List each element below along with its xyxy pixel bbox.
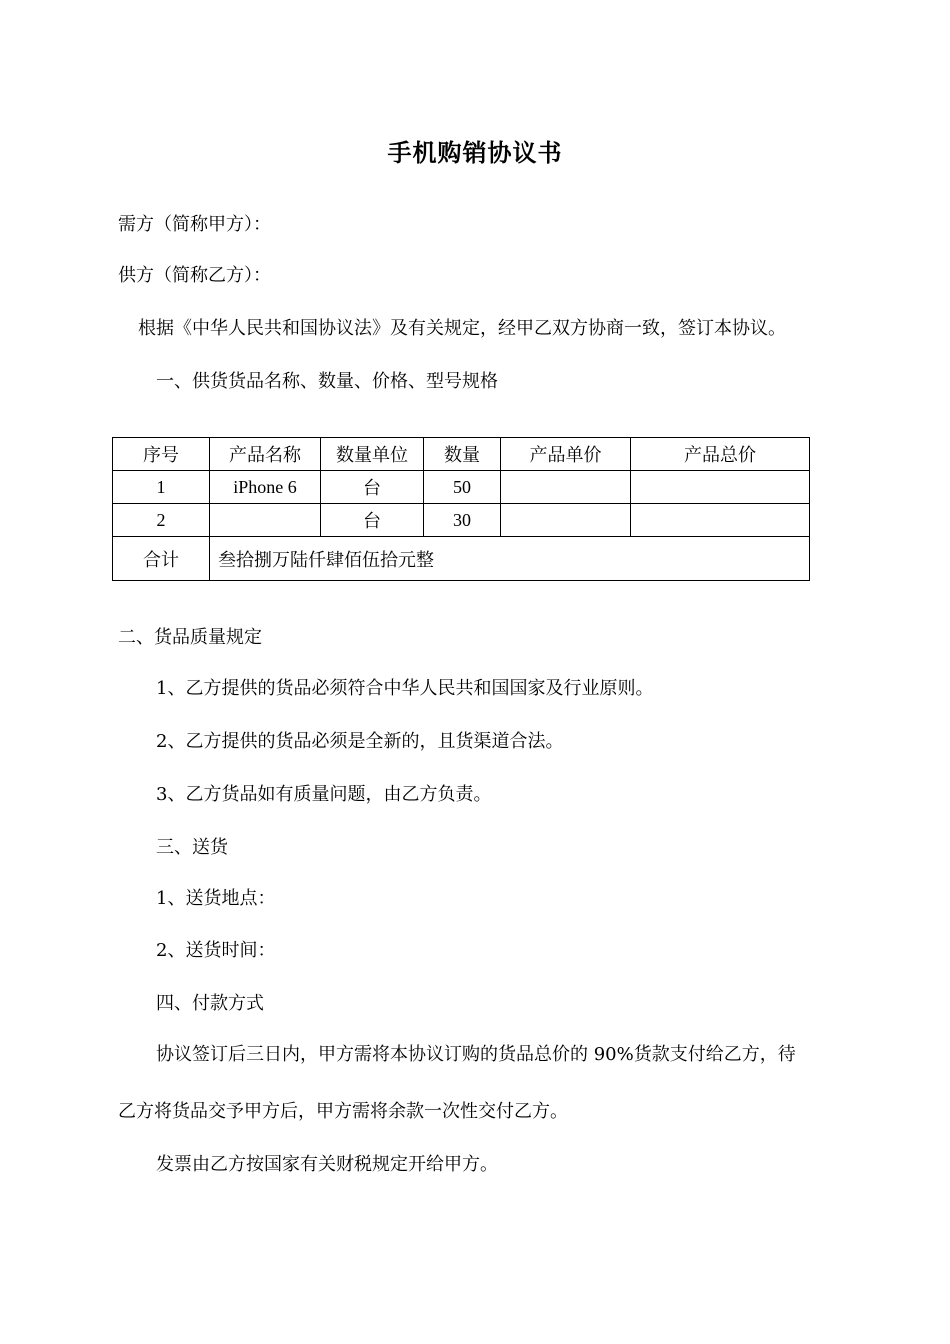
quality-item-2: 2、乙方提供的货品必须是全新的，且货渠道合法。 bbox=[156, 731, 564, 752]
invoice-line: 发票由乙方按国家有关财税规定开给甲方。 bbox=[156, 1154, 498, 1175]
table-cell: iPhone 6 bbox=[210, 471, 321, 504]
table-row bbox=[113, 504, 810, 537]
header-cell: 产品总价 bbox=[631, 438, 810, 471]
quality-item-1: 1、乙方提供的货品必须符合中华人民共和国国家及行业原则。 bbox=[156, 678, 654, 699]
goods-table bbox=[112, 437, 810, 581]
delivery-location: 1、送货地点： bbox=[156, 888, 276, 909]
document-title: 手机购销协议书 bbox=[387, 138, 563, 167]
seller-line: 供方（简称乙方）： bbox=[118, 265, 271, 286]
table-cell: 30 bbox=[424, 504, 501, 537]
payment-line-1: 协议签订后三日内，甲方需将本协议订购的货品总价的 90%货款支付给乙方，待 bbox=[156, 1044, 796, 1065]
table-header-row bbox=[113, 438, 810, 471]
delivery-time: 2、送货时间： bbox=[156, 940, 276, 961]
total-label: 合计 bbox=[113, 537, 210, 581]
header-cell: 数量 bbox=[424, 438, 501, 471]
table-cell bbox=[210, 504, 321, 537]
total-value: 叁拾捌万陆仟肆佰伍拾元整 bbox=[210, 537, 810, 581]
table-cell bbox=[631, 504, 810, 537]
table-cell: 台 bbox=[321, 504, 424, 537]
quality-item-3: 3、乙方货品如有质量问题，由乙方负责。 bbox=[156, 784, 492, 805]
section-4-heading: 四、付款方式 bbox=[156, 993, 264, 1014]
table-row bbox=[113, 471, 810, 504]
table-total-row bbox=[113, 537, 810, 581]
header-cell: 序号 bbox=[113, 438, 210, 471]
section-2-heading: 二、货品质量规定 bbox=[118, 627, 262, 648]
section-3-heading: 三、送货 bbox=[156, 837, 228, 858]
table-cell: 2 bbox=[113, 504, 210, 537]
header-cell: 产品单价 bbox=[501, 438, 631, 471]
section-1-heading: 一、供货货品名称、数量、价格、型号规格 bbox=[156, 371, 498, 392]
header-cell: 数量单位 bbox=[321, 438, 424, 471]
payment-line-2: 乙方将货品交予甲方后，甲方需将余款一次性交付乙方。 bbox=[118, 1101, 568, 1122]
table-cell: 50 bbox=[424, 471, 501, 504]
header-cell: 产品名称 bbox=[210, 438, 321, 471]
table-cell: 1 bbox=[113, 471, 210, 504]
table-cell bbox=[501, 504, 631, 537]
intro-paragraph: 根据《中华人民共和国协议法》及有关规定，经甲乙双方协商一致，签订本协议。 bbox=[138, 318, 786, 339]
table-cell: 台 bbox=[321, 471, 424, 504]
table-cell bbox=[631, 471, 810, 504]
table-cell bbox=[501, 471, 631, 504]
buyer-line: 需方（简称甲方）： bbox=[118, 214, 271, 235]
